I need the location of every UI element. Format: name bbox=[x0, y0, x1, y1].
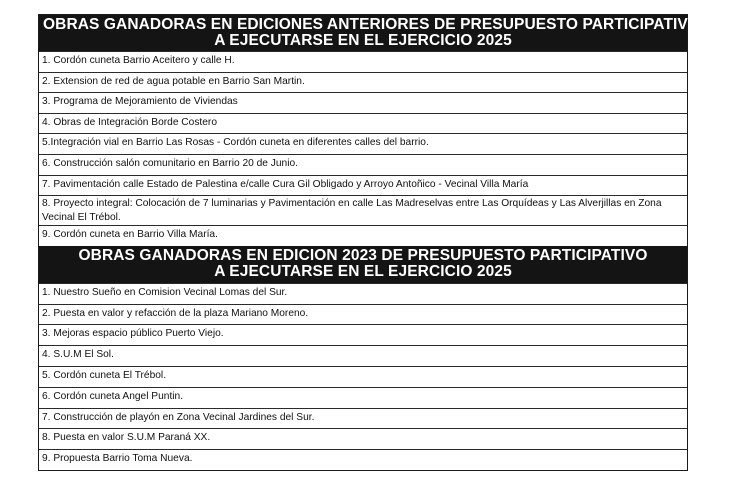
section-title-line1: OBRAS GANADORAS EN EDICIONES ANTERIORES DE PRESUPUESTO PARTICIPATIVO bbox=[43, 16, 701, 33]
edition-2023-list bbox=[39, 283, 687, 470]
table-row: 9. Cordón cuneta en Barrio Villa María. bbox=[39, 225, 687, 246]
table-row: 5.Integración vial en Barrio Las Rosas - Cordón cuneta en diferentes calles del barrio. bbox=[39, 133, 687, 154]
table-row: 2. Extension de red de agua potable en Barrio San Martin. bbox=[39, 72, 687, 93]
table-row: 4. Obras de Integración Borde Costero bbox=[39, 113, 687, 134]
table-row: 3. Mejoras espacio público Puerto Viejo. bbox=[39, 324, 687, 345]
table-row: 8. Proyecto integral: Colocación de 7 luminarias y Pavimentación en calle Las Madreselvas entre Las Orquídeas y Las Alverjillas en Zona Vecinal El Trébol. bbox=[39, 195, 687, 225]
table-row: 7. Construcción de playón en Zona Vecinal Jardines del Sur. bbox=[39, 408, 687, 429]
table-row: 8. Puesta en valor S.U.M Paraná XX. bbox=[39, 428, 687, 449]
section-header-edition-2023 bbox=[39, 246, 687, 283]
table-row: 4. S.U.M El Sol. bbox=[39, 345, 687, 366]
table-row: 7. Pavimentación calle Estado de Palestina e/calle Cura Gil Obligado y Arroyo Antoñico - Vecinal Villa María bbox=[39, 175, 687, 196]
table-row: 5. Cordón cuneta El Trébol. bbox=[39, 366, 687, 387]
table-row: 9. Propuesta Barrio Toma Nueva. bbox=[39, 449, 687, 470]
section-header-previous-editions bbox=[39, 15, 701, 51]
section-title-line2: A EJECUTARSE EN EL EJERCICIO 2025 bbox=[214, 32, 512, 49]
table-row: 3. Programa de Mejoramiento de Viviendas bbox=[39, 92, 687, 113]
section-title-line1: OBRAS GANADORAS EN EDICION 2023 DE PRESUPUESTO PARTICIPATIVO bbox=[78, 246, 648, 264]
section-title-line2: A EJECUTARSE EN EL EJERCICIO 2025 bbox=[214, 262, 512, 280]
table-row: 1. Nuestro Sueño en Comision Vecinal Lomas del Sur. bbox=[39, 283, 687, 304]
table-row: 1. Cordón cuneta Barrio Aceitero y calle H. bbox=[39, 51, 687, 72]
table-row: 6. Construcción salón comunitario en Barrio 20 de Junio. bbox=[39, 154, 687, 175]
projects-table bbox=[38, 14, 701, 471]
table-row: 2. Puesta en valor y refacción de la plaza Mariano Moreno. bbox=[39, 304, 687, 325]
previous-editions-list bbox=[39, 51, 687, 246]
table-row: 6. Cordón cuneta Angel Puntin. bbox=[39, 387, 687, 408]
